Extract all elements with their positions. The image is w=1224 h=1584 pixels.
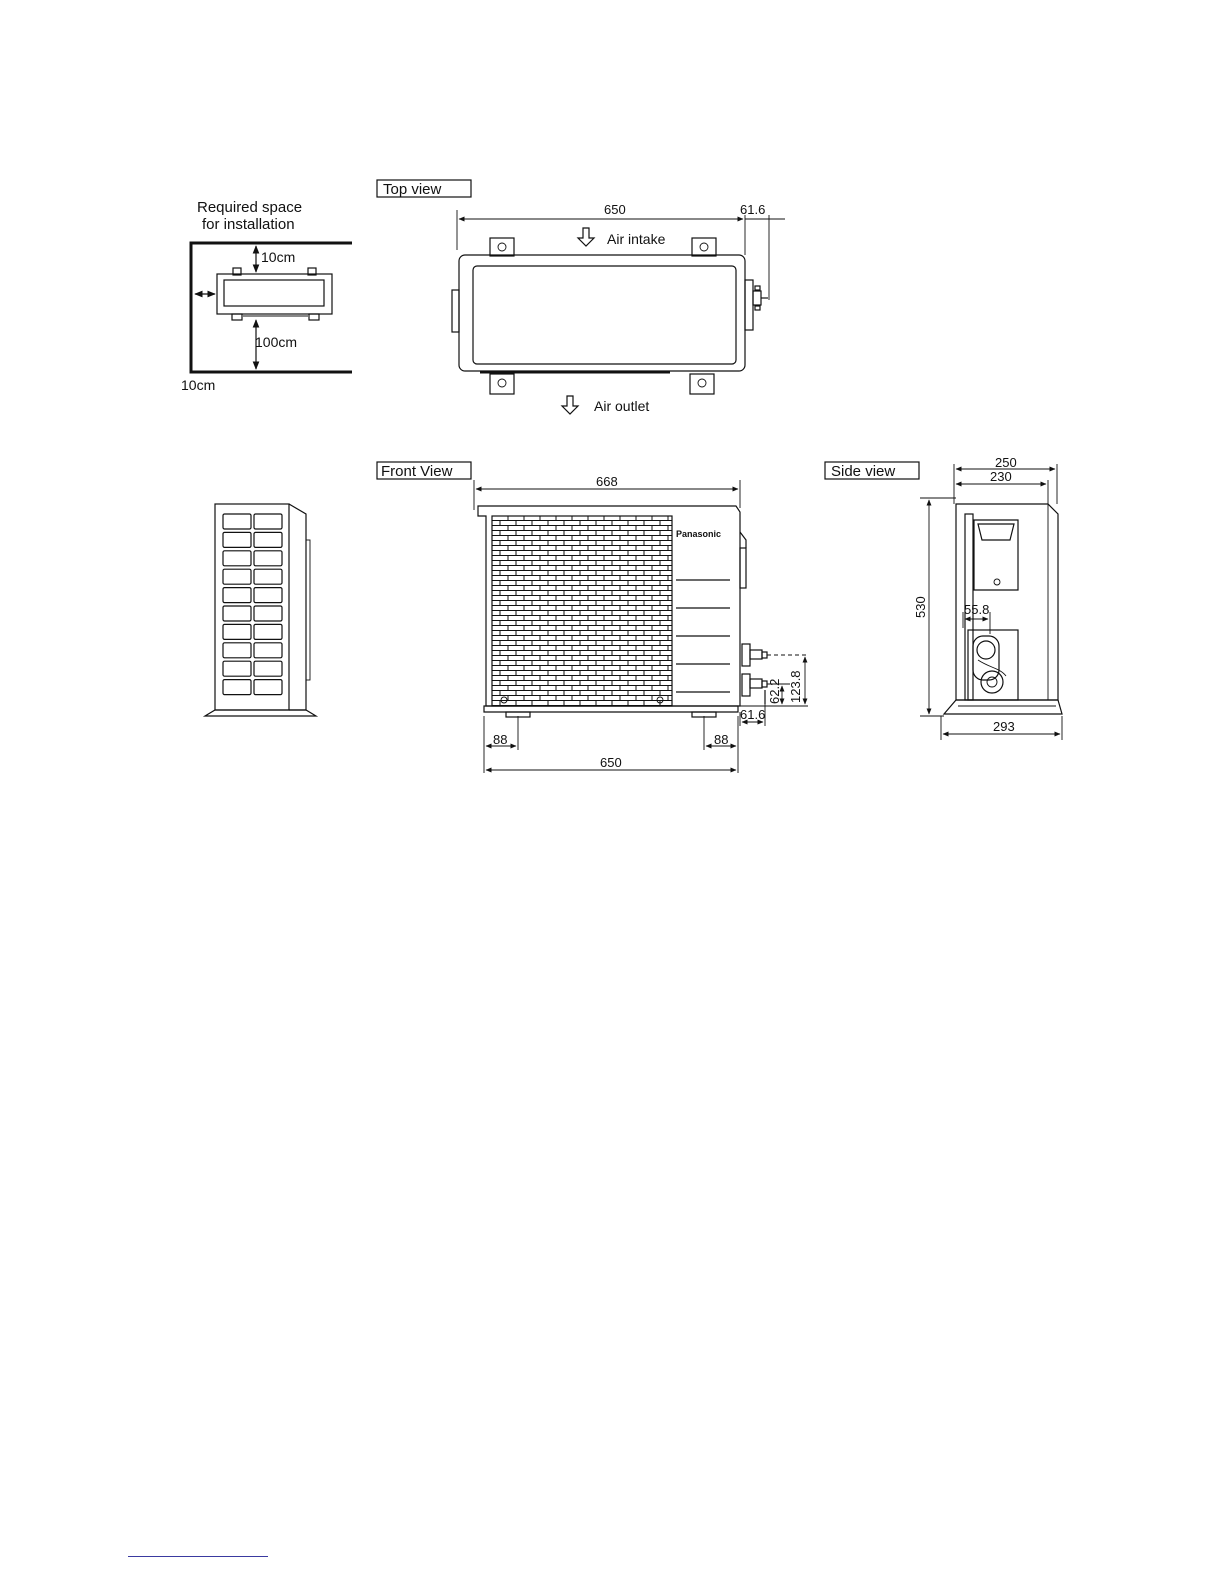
side-base-label: 293: [993, 719, 1015, 734]
side-valve-label: 55.8: [964, 602, 990, 617]
grille-cell: [254, 569, 282, 584]
valve-height-1-label: 62.2: [767, 678, 782, 704]
installation-title-line1: Required space: [197, 199, 303, 216]
grille-cell: [254, 532, 282, 547]
grille-cell: [223, 532, 251, 547]
front-panel-lines: [676, 580, 730, 692]
top-width-label: 650: [604, 202, 626, 217]
grille-cell: [223, 588, 251, 603]
front-bottom-width-label: 650: [600, 755, 622, 770]
foot-left-label: 88: [493, 732, 508, 747]
grille-cell: [254, 551, 282, 566]
side-inner-depth-label: 230: [990, 469, 1012, 484]
valve-height-2-label: 123.8: [788, 670, 803, 703]
grille-cell: [223, 569, 251, 584]
top-view-valve: [753, 286, 768, 310]
grille-cell: [223, 551, 251, 566]
top-offset-label: 61.6: [740, 202, 766, 217]
air-outlet-label: Air outlet: [594, 398, 650, 414]
front-view: [377, 462, 808, 773]
grille-cell: [254, 680, 282, 695]
grille-cell: [223, 661, 251, 676]
side-view-title: Side view: [831, 463, 896, 480]
grille-cell: [223, 680, 251, 695]
grille-cell: [223, 606, 251, 621]
front-view-title: Front View: [381, 463, 453, 480]
clearance-side-label: 10cm: [181, 377, 216, 393]
top-view: [377, 180, 785, 414]
side-grille-cells: [223, 514, 282, 695]
side-outer-depth-label: 250: [995, 455, 1017, 470]
front-top-width-label: 668: [596, 474, 618, 489]
left-elevation-sketch: [205, 504, 316, 716]
air-intake-label: Air intake: [607, 231, 666, 247]
side-view: [825, 455, 1062, 740]
installation-space-diagram: [181, 199, 352, 393]
grille-cell: [254, 643, 282, 658]
foot-right-label: 88: [714, 732, 729, 747]
top-view-body: [459, 255, 745, 371]
valve-offset-label: 61.6: [740, 707, 766, 722]
clearance-bottom-label: 100cm: [255, 334, 298, 350]
front-service-valves: [742, 644, 767, 704]
grille-cell: [254, 661, 282, 676]
front-grille: [492, 516, 672, 706]
installation-unit-sketch: [217, 268, 332, 320]
side-valve-cluster: [968, 630, 1018, 700]
air-intake-arrow-icon: [578, 228, 594, 246]
side-height-label: 530: [913, 596, 928, 618]
top-view-title: Top view: [383, 181, 442, 198]
grille-cell: [254, 588, 282, 603]
grille-cell: [223, 514, 251, 529]
grille-cell: [223, 643, 251, 658]
footer-link-underline: [128, 1556, 268, 1557]
brand-logo: Panasonic: [676, 529, 722, 539]
installation-title-line2: for installation: [202, 216, 295, 233]
grille-cell: [223, 624, 251, 639]
grille-cell: [254, 624, 282, 639]
clearance-top-label: 10cm: [261, 249, 296, 265]
grille-cell: [254, 514, 282, 529]
grille-cell: [254, 606, 282, 621]
air-outlet-arrow-icon: [562, 396, 578, 414]
